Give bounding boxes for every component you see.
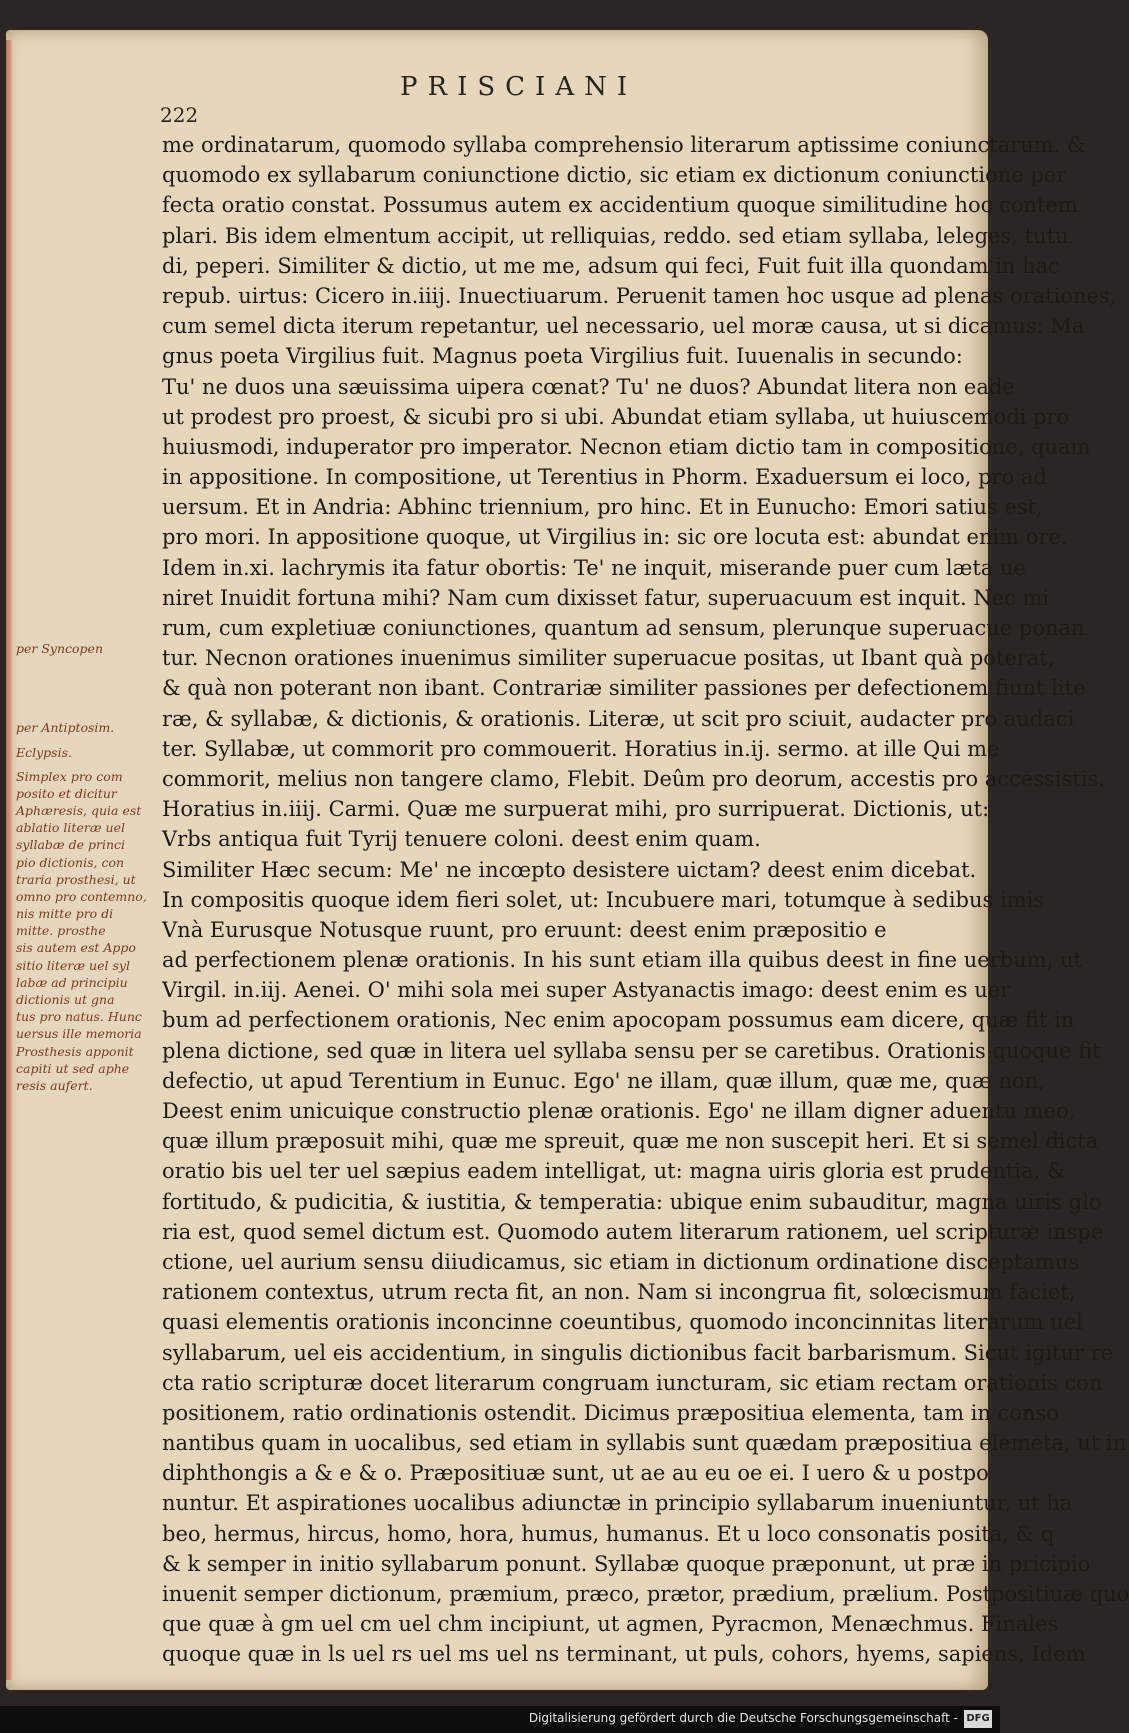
- margin-note-line: resis aufert.: [16, 1077, 93, 1093]
- text-line: Idem in.xi. lachrymis ita fatur obortis: Te' ne inquit, miserande puer cum læta ue: [162, 555, 1026, 580]
- text-line: quoque quæ in ls uel rs uel ms uel ns terminant, ut puls, cohors, hyems, sapiens, Idem: [162, 1642, 1086, 1667]
- margin-note-line: per Syncopen: [16, 641, 103, 656]
- margin-note-line: capiti ut sed aphe: [16, 1060, 130, 1076]
- margin-gap: [16, 657, 166, 719]
- text-line: inuenit semper dictionum, præmium, præco, prætor, prædium, prælium. Postpositiuæ quo: [162, 1582, 1129, 1606]
- margin-note-line: uersus ille memoria: [16, 1026, 142, 1042]
- margin-note-line: per Antiptosim.: [16, 720, 115, 736]
- page-number: 222: [160, 103, 199, 127]
- margin-note-line: pio dictionis, con: [16, 854, 125, 870]
- margin-note-line: tus pro natus. Hunc: [16, 1009, 142, 1025]
- margin-note-line: ablatio literæ uel: [16, 820, 125, 836]
- text-line: nuntur. Et aspirationes uocalibus adiunctæ in principio syllabarum inueniuntur, ut ha: [162, 1491, 1073, 1516]
- text-line: ræ, & syllabæ, & dictionis, & orationis. Literæ, ut scit pro sciuit, audacter pro audaci: [162, 706, 1075, 731]
- text-line: nantibus quam in uocalibus, sed etiam in syllabis sunt quædam præpositiua elemeta, ut in: [162, 1431, 1127, 1456]
- text-line: quæ illum præposuit mihi, quæ me spreuit, quæ me non suscepit heri. Et si semel dicta: [162, 1129, 1099, 1154]
- text-line: huiusmodi, induperator pro imperator. Necnon etiam dictio tam in compositione, quam: [162, 434, 1091, 459]
- text-line: rum, cum expletiuæ coniunctiones, quantum ad sensum, plerunque superuacue ponan: [162, 616, 1085, 640]
- text-line: In compositis quoque idem fieri solet, ut: Incubuere mari, totumque à sedibus imis: [162, 887, 1045, 912]
- text-line: me ordinatarum, quomodo syllaba comprehensio literarum aptissime coniunctarum. &: [162, 133, 1086, 157]
- margin-note-line: Aphæresis, quia est: [16, 802, 142, 818]
- margin-note-line: nis mitte pro di: [16, 906, 114, 922]
- marginalia: [16, 640, 166, 1094]
- text-line: Vrbs antiqua fuit Tyrij tenuere coloni. deest enim quam.: [162, 827, 761, 852]
- text-line: ria est, quod semel dictum est. Quomodo autem literarum rationem, uel scripturæ inspe: [162, 1219, 1104, 1244]
- text-line: quomodo ex syllabarum coniunctione dictio, sic etiam ex dictionum coniunctione per: [162, 163, 1067, 188]
- text-line: Horatius in.iiij. Carmi. Quæ me surpuerat mihi, pro surripuerat. Dictionis, ut:: [162, 797, 990, 822]
- text-line: ut prodest pro proest, & sicubi pro si ubi. Abundat etiam syllaba, ut huiuscemodi pro: [162, 404, 1070, 429]
- text-line: fortitudo, & pudicitia, & iustitia, & temperatia: ubique enim subauditur, magna uiris glo: [162, 1189, 1102, 1214]
- text-line: ter. Syllabæ, ut commorit pro commouerit. Horatius in.ij. sermo. at ille Qui me: [162, 736, 1000, 761]
- margin-note-line: Eclypsis.: [16, 745, 72, 761]
- margin-gap: [16, 736, 166, 744]
- page-edge: [6, 40, 14, 1680]
- text-line: positionem, ratio ordinationis ostendit. Dicimus præpositiua elementa, tam in conso: [162, 1400, 1059, 1425]
- margin-note-line: syllabæ de princi: [16, 837, 126, 853]
- text-line: beo, hermus, hircus, homo, hora, humus, humanus. Et u loco consonatis posita, & q: [162, 1521, 1055, 1546]
- text-line: cum semel dicta iterum repetantur, uel necessario, uel moræ causa, ut si dicamus: Ma: [162, 314, 1085, 339]
- text-line: niret Inuidit fortuna mihi? Nam cum dixisset fatur, superuacuum est inquit. Nec mi: [162, 585, 1050, 610]
- text-line: gnus poeta Virgilius fuit. Magnus poeta Virgilius fuit. Iuuenalis in secundo:: [162, 344, 963, 369]
- text-line: defectio, ut apud Terentium in Eunuc. Ego' ne illam, quæ illum, quæ me, quæ non,: [162, 1068, 1045, 1093]
- text-line: que quæ à gm uel cm uel chm incipiunt, ut agmen, Pyracmon, Menæchmus. Finales: [162, 1612, 1059, 1637]
- text-line: fecta oratio constat. Possumus autem ex accidentium quoque similitudine hoc contem: [162, 193, 1078, 218]
- text-line: Vnà Eurusque Notusque ruunt, pro eruunt: deest enim præpositio e: [162, 917, 887, 942]
- text-line: pro mori. In appositione quoque, ut Virgilius in: sic ore locuta est: abundat enim ore.: [162, 525, 1068, 550]
- margin-note-line: Simplex pro com: [16, 768, 123, 784]
- margin-note-line: traria prosthesi, ut: [16, 871, 136, 887]
- text-line: oratio bis uel ter uel sæpius eadem intelligat, ut: magna uiris gloria est prudentia, &: [162, 1159, 1066, 1184]
- text-line: in appositione. In compositione, ut Terentius in Phorm. Exaduersum ei loco, pro ad: [162, 465, 1047, 490]
- margin-note-line: sitio literæ uel syl: [16, 957, 130, 973]
- margin-note-line: dictionis ut gna: [16, 992, 115, 1007]
- text-line: diphthongis a & e & o. Præpositiuæ sunt, ut ae au eu oe ei. I uero & u postpo: [162, 1461, 989, 1486]
- text-line: Virgil. in.iij. Aenei. O' mihi sola mei super Astyanactis imago: deest enim es uer: [162, 978, 1011, 1003]
- text-line: ad perfectionem plenæ orationis. In his sunt etiam illa quibus deest in fine uerbum, ut: [162, 948, 1082, 973]
- text-line: di, peperi. Similiter & dictio, ut me me, adsum qui feci, Fuit fuit illa quondam in hac: [162, 253, 1060, 278]
- margin-note-line: mitte. prosthe: [16, 923, 106, 939]
- text-line: bum ad perfectionem orationis, Nec enim apocopam possumus eam dicere, quæ fit in: [162, 1008, 1075, 1033]
- text-line: syllabarum, uel eis accidentium, in singulis dictionibus facit barbarismum. Sicut igitur re: [162, 1340, 1114, 1365]
- text-line: repub. uirtus: Cicero in.iiij. Inuectiuarum. Peruenit tamen hoc usque ad plenas orationes,: [162, 283, 1117, 308]
- margin-note-line: sis autem est Appo: [16, 940, 136, 956]
- margin-note-line: posito et dicitur: [16, 785, 117, 801]
- text-line: plari. Bis idem elmentum accipit, ut relliquias, reddo. sed etiam syllaba, leleges, tutu: [162, 223, 1069, 248]
- dfg-logo: DFG: [964, 1710, 992, 1728]
- text-line: quasi elementis orationis inconcinne coeuntibus, quomodo inconcinnitas literarum uel: [162, 1310, 1083, 1335]
- text-line: & k semper in initio syllabarum ponunt. Syllabæ quoque præponunt, ut præ in pricipio: [162, 1551, 1091, 1576]
- text-line: commorit, melius non tangere clamo, Flebit. Deûm pro deorum, accestis pro accessistis.: [162, 766, 1105, 791]
- text-line: tur. Necnon orationes inuenimus similiter superuacue positas, ut Ibant quà poterat,: [162, 646, 1055, 671]
- text-line: ctione, uel aurium sensu diiudicamus, sic etiam in dictionum ordinatione disceptamus: [162, 1249, 1080, 1274]
- text-line: Similiter Hæc secum: Me' ne incœpto desistere uictam? deest enim dicebat.: [162, 857, 977, 882]
- margin-note-line: Prosthesis apponit: [16, 1043, 134, 1059]
- text-line: rationem contextus, utrum recta fit, an non. Nam si incongrua fit, solœcismum faciet,: [162, 1280, 1076, 1305]
- margin-note-line: labæ ad principiu: [16, 974, 128, 990]
- footer-credit: Digitalisierung gefördert durch die Deutsche Forschungsgemeinschaft -: [528, 1711, 958, 1725]
- text-line: & quà non poterant non ibant. Contrariæ similiter passiones per defectionem fiunt lite: [162, 676, 1086, 701]
- text-line: plena dictione, sed quæ in litera uel syllaba sensu per se caretibus. Orationis quoque fit: [162, 1038, 1101, 1063]
- running-header: PRISCIANI: [400, 72, 638, 102]
- main-text: [162, 130, 1129, 1670]
- footer-bar: [0, 1706, 1000, 1733]
- margin-note-line: omno pro contemno,: [16, 888, 147, 904]
- text-line: Deest enim unicuique constructio plenæ orationis. Ego' ne illam digner aduentu meo,: [162, 1099, 1076, 1123]
- text-line: cta ratio scripturæ docet literarum congruam iuncturam, sic etiam rectam orationis con: [162, 1370, 1103, 1395]
- text-line: Tu' ne duos una sæuissima uipera cœnat? Tu' ne duos? Abundat litera non eade: [162, 374, 1015, 399]
- text-line: uersum. Et in Andria: Abhinc triennium, pro hinc. Et in Eunucho: Emori satius est,: [162, 495, 1043, 520]
